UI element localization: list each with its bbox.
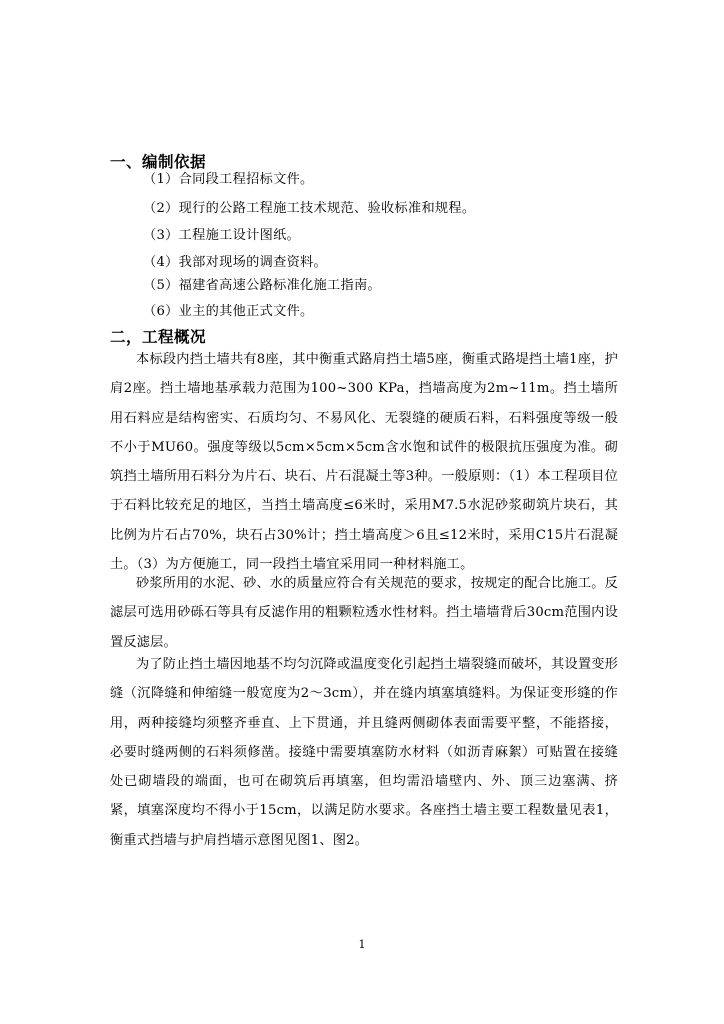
paragraph-text: 为了防止挡土墙因地基不均匀沉降或温度变化引起挡土墙裂缝而破坏，其设置变形缝（沉降缝和伸缩缝一般宽度为2～3cm），并在缝内填塞填缝料。为保证变形缝的作用，两种接缝均须整齐垂直、上下贯通，并且缝两侧砌体表面需要平整，不能搭接，必要时缝两侧的石料须修凿。接缝中需要填塞防水材料（如沥青麻絮）可贴置在接缝处已砌墙段的端面，也可在砌筑后再填塞，但均需沿墙壁内、外、顶三边塞满、挤紧，填塞深度均不得小于15cm，以满足防水要求。各座挡土墙主要工程数量见表1，衡重式挡墙与护肩挡墙示意图见图1、图2。 xyxy=(110,657,618,848)
paragraph-text: 本标段内挡土墙共有8座，其中衡重式路肩挡土墙5座，衡重式路堤挡土墙1座，护肩2座。挡土墙地基承载力范围为100~300 KPa，挡墙高度为2m~11m。挡土墙所用石料应是结构密实、石质均匀、不易风化、无裂缝的硬质石料，石料强度等级一般不小于MU60。强度等级以5cm×5cm×5cm含水饱和试件的极限抗压强度为准。砌筑挡土墙所用石料分为片石、块石、片石混凝土等3种。一般原则：（1）本工程项目位于石料比较充足的地区，当挡土墙高度≤6米时，采用M7.5水泥砂浆砌筑片块石，其比例为片石占70%，块石占30%计；挡土墙高度＞6且≤12米时，采用C15片石混凝土。（3）为方便施工，同一段挡土墙宜采用同一种材料施工。 xyxy=(110,352,618,573)
list-item: （4）我部对现场的调查资料。 xyxy=(143,255,328,270)
list-item: （2）现行的公路工程施工技术规范、验收标准和规程。 xyxy=(143,201,476,216)
list-item: （5）福建省高速公路标准化施工指南。 xyxy=(143,278,381,293)
section-heading-overview: 二，工程概况 xyxy=(110,328,207,346)
list-item: （1）合同段工程招标文件。 xyxy=(143,172,314,187)
overview-paragraph-2 xyxy=(110,569,618,657)
list-item: （6）业主的其他正式文件。 xyxy=(143,304,314,319)
overview-paragraph-1 xyxy=(110,345,618,579)
section-heading-basis: 一、编制依据 xyxy=(110,153,207,171)
paragraph-text: 砂浆所用的水泥、砂、水的质量应符合有关规范的要求，按规定的配合比施工。反滤层可选用砂砾石等具有反滤作用的粗颗粒透水性材料。挡土墙墙背后30cm范围内设置反滤层。 xyxy=(110,576,618,650)
list-item: （3）工程施工设计图纸。 xyxy=(143,228,301,243)
page-number: 1 xyxy=(358,938,366,951)
overview-paragraph-3 xyxy=(110,650,618,855)
